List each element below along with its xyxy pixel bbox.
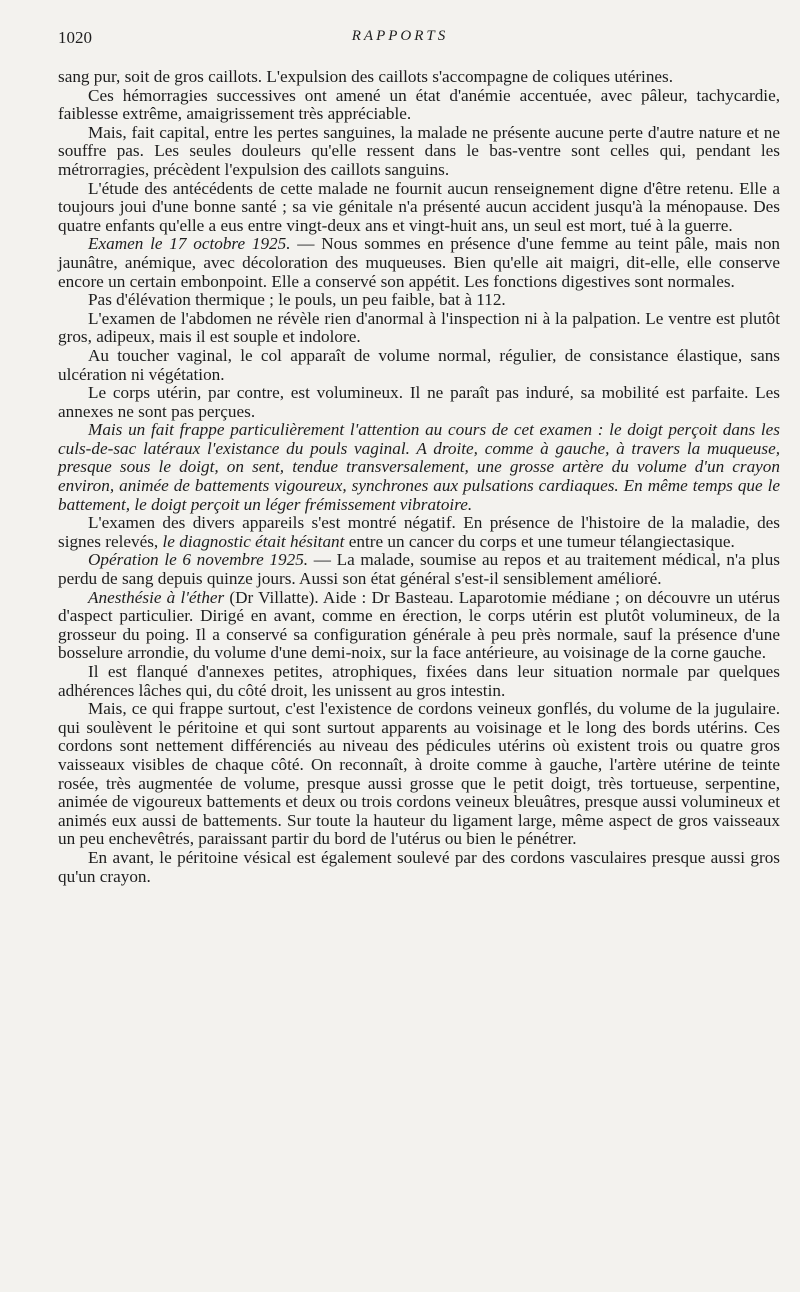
paragraph: L'examen de l'abdomen ne révèle rien d'anormal à l'inspection ni à la palpation. Le ventre est plutôt gros, adipeux, mais il est souple et indolore. (58, 308, 780, 347)
paragraph: Mais, ce qui frappe surtout, c'est l'existence de cordons veineux gonflés, du volume de la jugulaire. qui soulèvent le péritoine et qui sont surtout apparents au voisinage et le long des bords utérins. Ces cordons sont nettement différenciés au niveau des pédicules utérins où existent trois ou quatre gros vaisseaux visibles de chaque côté. On reconnaît, à droite comme à gauche, l'artère utérine de teinte rosée, très augmentée de volume, presque aussi grosse que le petit doigt, très tortueuse, serpentine, animée de vigoureux battements et deux ou trois cordons veineux bleuâtres, presque aussi volumineux et animés eux aussi de battements. Sur toute la hauteur du ligament large, même aspect de gros vaisseaux un peu enchevêtrés, paraissant partir du bord de l'utérus ou bien le pénétrer. (58, 699, 780, 849)
paragraph: En avant, le péritoine vésical est également soulevé par des cordons vasculaires presque aussi gros qu'un crayon. (58, 847, 780, 886)
paragraph: Le corps utérin, par contre, est volumineux. Il ne paraît pas induré, sa mobilité est parfaite. Les annexes ne sont pas perçues. (58, 383, 780, 421)
paragraph: Mais, fait capital, entre les pertes sanguines, la malade ne présente aucune perte d'autre nature et ne souffre pas. Les seules douleurs qu'elle ressent dans le bas-ventre sont celles qui, pendant les métrorragies, précèdent l'expulsion des caillots sanguins. (58, 122, 780, 179)
paragraph: L'étude des antécédents de cette malade ne fournit aucun renseignement digne d'être retenu. Elle a toujours joui d'une bonne santé ; sa vie génitale n'a présenté aucun accident jusqu'à la ménopause. Des quatre enfants qu'elle a eus entre vingt-deux ans et vingt-huit ans, un seul est mort, tué à la guerre. (58, 178, 780, 235)
paragraph: Il est flanqué d'annexes petites, atrophiques, fixées dans leur situation normale par quelques adhérences lâches qui, du côté droit, les unissent au gros intestin. (58, 662, 780, 700)
paragraph: Opération le 6 novembre 1925. — La malade, soumise au repos et au traitement médical, n'a plus perdu de sang depuis quinze jours. Aussi son état général s'est-il sensiblement amélioré. (58, 550, 780, 589)
page-number: 1020 (58, 28, 92, 47)
section-lead: Anesthésie à l'éther (88, 587, 225, 607)
paragraph: Anesthésie à l'éther (Dr Villatte). Aide : Dr Basteau. Laparotomie médiane ; on découvre un utérus d'aspect particulier. Dirigé en avant, comme en érection, le corps utérin est plutôt volumineux, de la grosseur du poing. Il a conservé sa configuration générale à peu près normale, sauf la présence d'une bosselure arrondie, du volume d'une demi-noix, sur la face antérieure, au voisinage de la corne gauche. (58, 587, 780, 663)
paragraph-italic: Mais un fait frappe particulièrement l'attention au cours de cet examen : le doigt perçoit dans les culs-de-sac latéraux l'existance du pouls vaginal. A droite, comme à gauche, à travers la muqueuse, presque sous le doigt, on sent, tendue transversalement, une grosse artère du volume d'un crayon environ, animée de battements vigoureux, synchrones aux pulsations cardiaques. En même temps que le battement, le doigt perçoit un léger frémissement vibratoire. (58, 420, 780, 514)
section-lead: Opération le 6 novembre 1925. (88, 550, 309, 570)
body-text (58, 68, 780, 886)
running-title: RAPPORTS (351, 28, 449, 44)
paragraph: Pas d'élévation thermique ; le pouls, un peu faible, bat à 112. (88, 290, 506, 310)
paragraph: L'examen des divers appareils s'est montré négatif. En présence de l'histoire de la maladie, des signes relevés, le diagnostic était hésitant entre un cancer du corps et une tumeur télangiectasique. (58, 513, 780, 551)
paragraph: sang pur, soit de gros caillots. L'expulsion des caillots s'accompagne de coliques utérines. (58, 67, 674, 86)
paragraph: Ces hémorragies successives ont amené un état d'anémie accentuée, avec pâleur, tachycardie, faiblesse extrême, amaigrissement très appréciable. (58, 85, 780, 124)
paragraph: Au toucher vaginal, le col apparaît de volume normal, régulier, de consistance élastique, sans ulcération ni végétation. (58, 345, 780, 384)
emphasis: le diagnostic était hésitant (162, 531, 345, 551)
paragraph: Examen le 17 octobre 1925. — Nous sommes en présence d'une femme au teint pâle, mais non jaunâtre, anémique, avec décoloration des muqueuses. Bien qu'elle ait maigri, dit-elle, elle conserve encore un certain embonpoint. Elle a conservé son appétit. Les fonctions digestives sont normales. (58, 234, 781, 291)
section-lead: Examen le 17 octobre 1925. (88, 234, 291, 254)
page-header (58, 28, 742, 48)
